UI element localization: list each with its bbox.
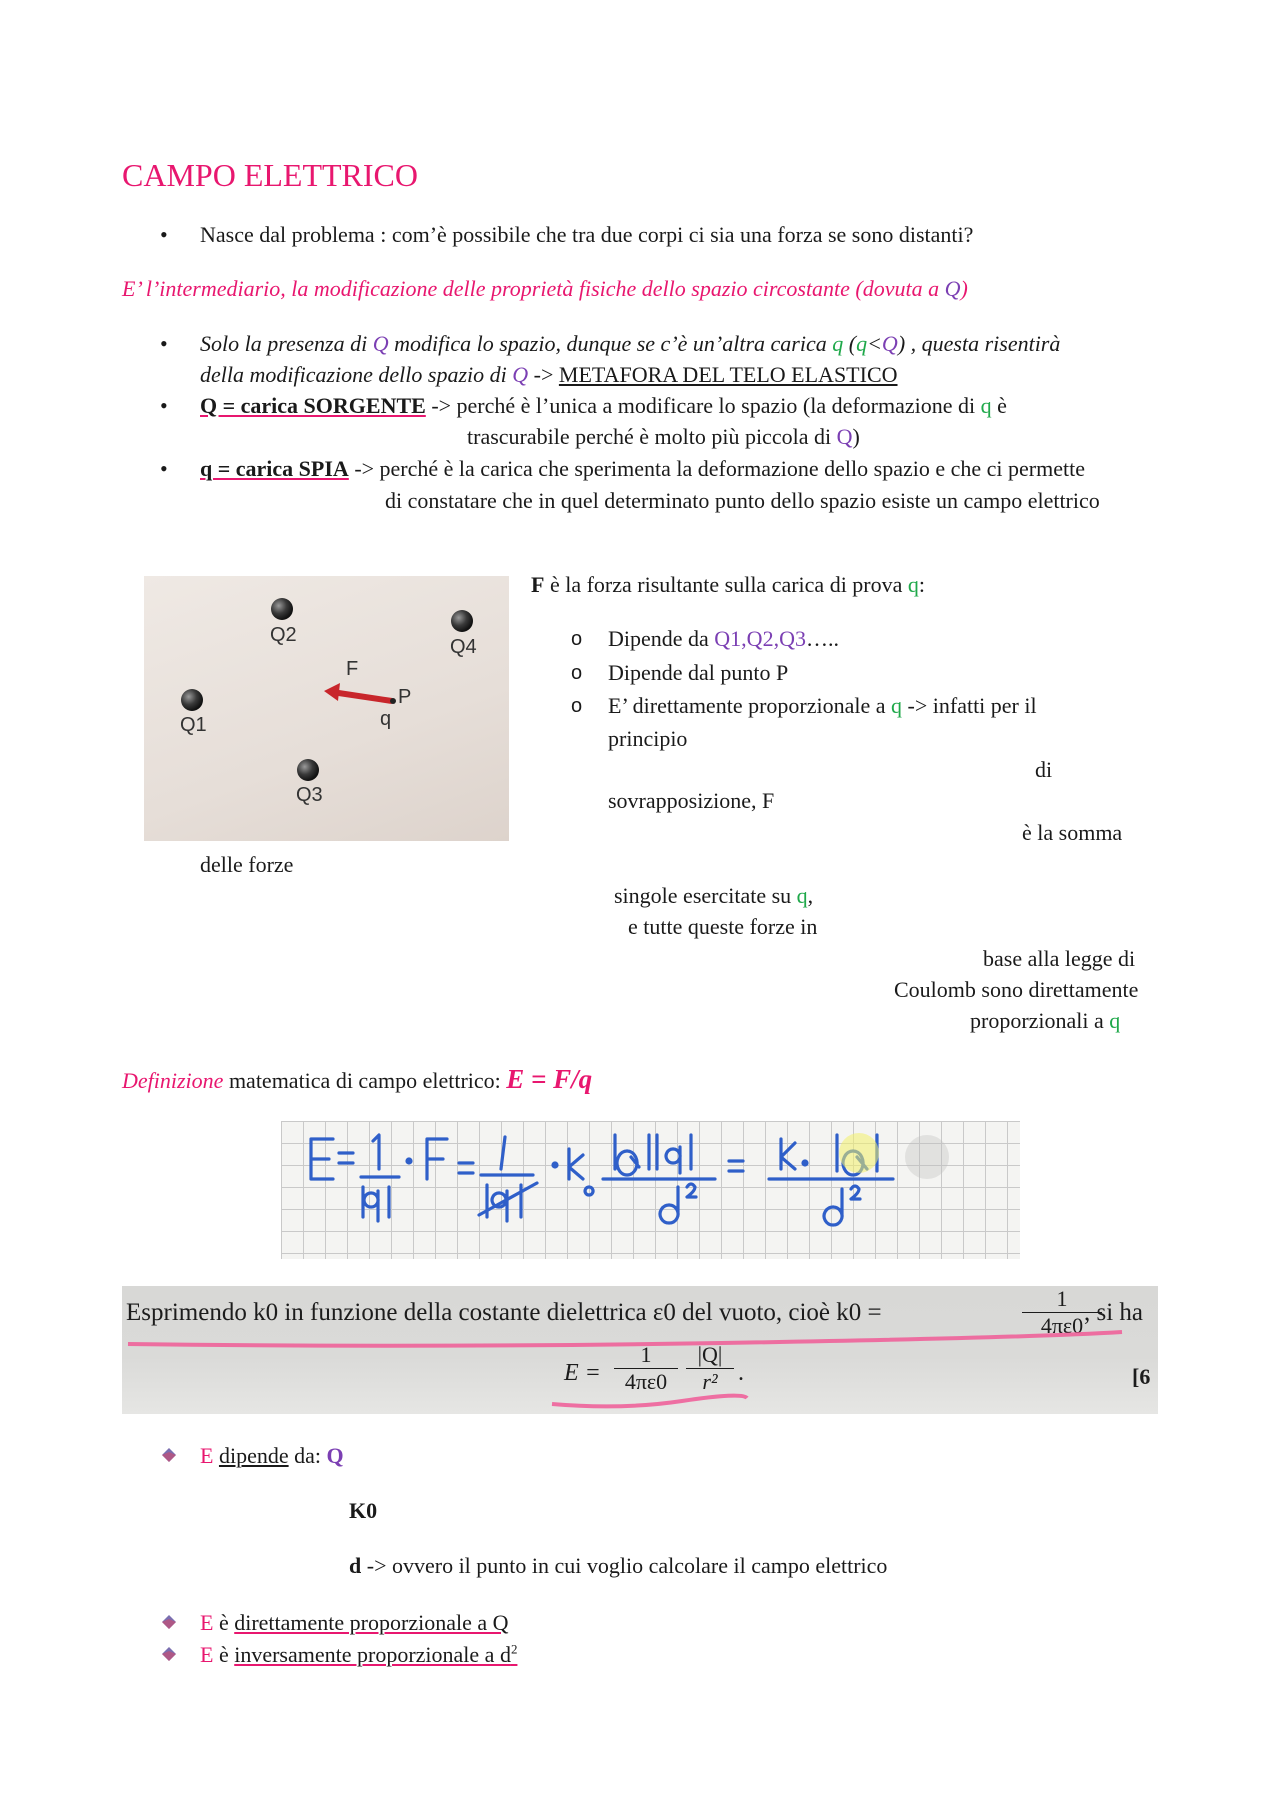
textbook-excerpt-photo <box>122 1286 1158 1414</box>
text: modifica lo spazio, dunque se c’è un’altra carica <box>388 331 833 356</box>
text: : <box>918 572 926 597</box>
label-Q2: Q2 <box>270 624 297 646</box>
label-Q4: Q4 <box>450 636 477 658</box>
text: E’ direttamente proporzionale a <box>608 693 892 718</box>
eq-dot: . <box>738 1360 744 1386</box>
text: -> perché è l’unica a modificare lo spazio (la deformazione di <box>425 393 981 418</box>
Q-dependency: Q <box>326 1443 344 1468</box>
K0-dependency: K0 <box>349 1498 378 1523</box>
bullet-dot: • <box>160 331 168 356</box>
page-title: CAMPO ELETTRICO <box>122 157 418 193</box>
lt-symbol: < <box>867 331 882 356</box>
bullet-dot: • <box>160 393 168 418</box>
charges-diagram <box>144 576 509 841</box>
Q-symbol: Q <box>372 331 389 356</box>
Q-symbol: Q <box>512 362 529 387</box>
intro-bullet-text: Nasce dal problema : com’è possibile che tra due corpi ci sia una forza se sono distanti? <box>200 222 974 247</box>
text: è <box>991 393 1007 418</box>
text: Solo la presenza di <box>200 331 373 356</box>
E-symbol: E <box>200 1642 214 1667</box>
arrow-bullet-icon <box>162 1615 176 1629</box>
prop-1-text: direttamente proporzionale a Q <box>234 1610 509 1635</box>
force-item-3-cont: di <box>1035 757 1053 782</box>
label-Q1: Q1 <box>180 714 207 736</box>
prop-2-body: inversamente proporzionale a d <box>234 1642 511 1667</box>
q-symbol: q <box>856 331 868 356</box>
d-dependency <box>349 1551 887 1581</box>
q-symbol: q <box>832 331 844 356</box>
force-heading <box>531 570 925 600</box>
Q-symbol: Q <box>881 331 898 356</box>
text: -> infatti per il <box>902 693 1037 718</box>
force-item-3-cont: sovrapposizione, F <box>608 788 775 813</box>
frac-numerator: 1 <box>1056 1286 1068 1311</box>
text: proporzionali a <box>970 1008 1110 1033</box>
text: ….. <box>805 626 839 651</box>
q-symbol: q <box>1109 1008 1121 1033</box>
label-Q3: Q3 <box>296 784 323 806</box>
Q-symbol: Q <box>836 424 853 449</box>
textbook-tail: , si ha <box>1084 1299 1144 1326</box>
force-item-3-cont: principio <box>608 726 688 751</box>
force-item-3-cont: è la somma <box>1022 820 1123 845</box>
force-cont-5 <box>970 1006 1120 1036</box>
q-symbol: q <box>891 693 903 718</box>
force-arrowhead <box>324 683 340 701</box>
bullet2-line2 <box>467 422 860 452</box>
prop-2-text <box>234 1642 517 1667</box>
definizione-word: Definizione <box>122 1068 224 1093</box>
definition-end: ) <box>960 276 968 301</box>
text: Dipende da <box>608 626 715 651</box>
charges-list: Q1,Q2,Q3 <box>714 626 806 651</box>
label-F: F <box>346 658 359 680</box>
textbook-line1: Esprimendo k0 in funzione della costante dielettrica ε0 del vuoto, cioè k0 = <box>126 1299 882 1326</box>
bullet1-line1 <box>200 329 1060 359</box>
bullet-dot: • <box>160 456 168 481</box>
text: è <box>213 1610 235 1635</box>
o-bullet: o <box>571 695 583 717</box>
charges-photo <box>144 576 509 841</box>
carica-spia-key: q = carica SPIA <box>200 456 349 481</box>
dipende-word: dipende <box>218 1443 289 1468</box>
label-q: q <box>380 708 392 730</box>
formula-E-F-q: E = F/q <box>506 1064 593 1094</box>
text: -> ovvero il punto in cui voglio calcolare il campo elettrico <box>361 1553 888 1578</box>
definition-Q: Q <box>944 276 961 301</box>
prop-2 <box>200 1640 517 1670</box>
definition-text: E’ l’intermediario, la modificazione delle proprietà fisiche dello spazio circostante (dovuta a <box>122 276 945 301</box>
o-bullet: o <box>571 628 583 650</box>
force-item-2: Dipende dal punto P <box>608 660 789 685</box>
q-symbol: q <box>796 883 808 908</box>
text: della modificazione dello spazio di <box>200 362 513 387</box>
shadow-mark <box>905 1135 949 1179</box>
force-item-3 <box>608 691 1037 721</box>
text: è la forza risultante sulla carica di prova <box>544 572 908 597</box>
charge-Q3 <box>297 759 319 781</box>
text: -> perché è la carica che sperimenta la deformazione dello spazio e che ci permette <box>348 456 1085 481</box>
text: da: <box>288 1443 327 1468</box>
text: , <box>807 883 814 908</box>
force-cont-3: base alla legge di <box>983 946 1136 971</box>
text: matematica di campo elettrico: <box>223 1068 507 1093</box>
E-symbol: E <box>200 1443 214 1468</box>
force-item-1 <box>608 624 839 654</box>
figure-caption: delle forze <box>200 852 294 877</box>
force-cont-2: e tutte queste forze in <box>628 914 818 939</box>
eq-number: [6 <box>1132 1364 1151 1389</box>
point-P <box>390 698 396 704</box>
carica-sorgente-key: Q = carica SORGENTE <box>200 393 426 418</box>
eq-num2: |Q| <box>697 1342 723 1367</box>
E-symbol: E <box>200 1610 214 1635</box>
arrow-bullet-icon <box>162 1647 176 1661</box>
arrow-bullet-icon <box>162 1448 176 1462</box>
charge-Q2 <box>271 598 293 620</box>
depends-line <box>200 1441 344 1471</box>
text: ) , questa risentirà <box>897 331 1061 356</box>
math-definition <box>122 1064 592 1096</box>
pink-marker-underlines <box>122 1286 1158 1414</box>
text: trascurabile perché è molto più piccola di <box>467 424 837 449</box>
definition-line <box>122 274 968 304</box>
bullet1-line2 <box>200 360 898 390</box>
force-arrow <box>332 692 392 701</box>
text: ) <box>852 424 860 449</box>
eq-den1: 4πε0 <box>614 1368 678 1395</box>
charge-Q4 <box>451 610 473 632</box>
bullet-dot: • <box>160 222 168 247</box>
force-cont-1 <box>614 881 813 911</box>
eq-den2: r² <box>686 1368 734 1395</box>
eq-num1: 1 <box>640 1342 652 1367</box>
highlighter-mark <box>839 1133 879 1173</box>
arrow-text: -> <box>528 362 559 387</box>
label-P: P <box>398 686 412 708</box>
text: singole esercitate su <box>614 883 797 908</box>
eq-lhs: E = <box>564 1360 601 1386</box>
o-bullet: o <box>571 662 583 684</box>
metafora-link: METAFORA DEL TELO ELASTICO <box>558 362 898 387</box>
q-symbol: q <box>907 572 919 597</box>
charge-Q1 <box>181 689 203 711</box>
q-symbol: q <box>980 393 992 418</box>
handwritten-formula-photo <box>281 1121 1020 1259</box>
text: ( <box>843 331 857 356</box>
d-symbol: d <box>349 1553 362 1578</box>
bullet2-line1 <box>200 391 1007 421</box>
force-cont-4: Coulomb sono direttamente <box>894 977 1139 1002</box>
bullet3-line1 <box>200 454 1085 484</box>
exponent: 2 <box>510 1641 518 1657</box>
F-symbol: F <box>531 572 545 597</box>
prop-1 <box>200 1608 509 1638</box>
text: è <box>213 1642 235 1667</box>
handwritten-formula <box>281 1121 1020 1259</box>
frac-denominator: 4πε0 <box>1022 1312 1102 1339</box>
bullet3-line2: di constatare che in quel determinato punto dello spazio esiste un campo elettrico <box>385 488 1100 513</box>
